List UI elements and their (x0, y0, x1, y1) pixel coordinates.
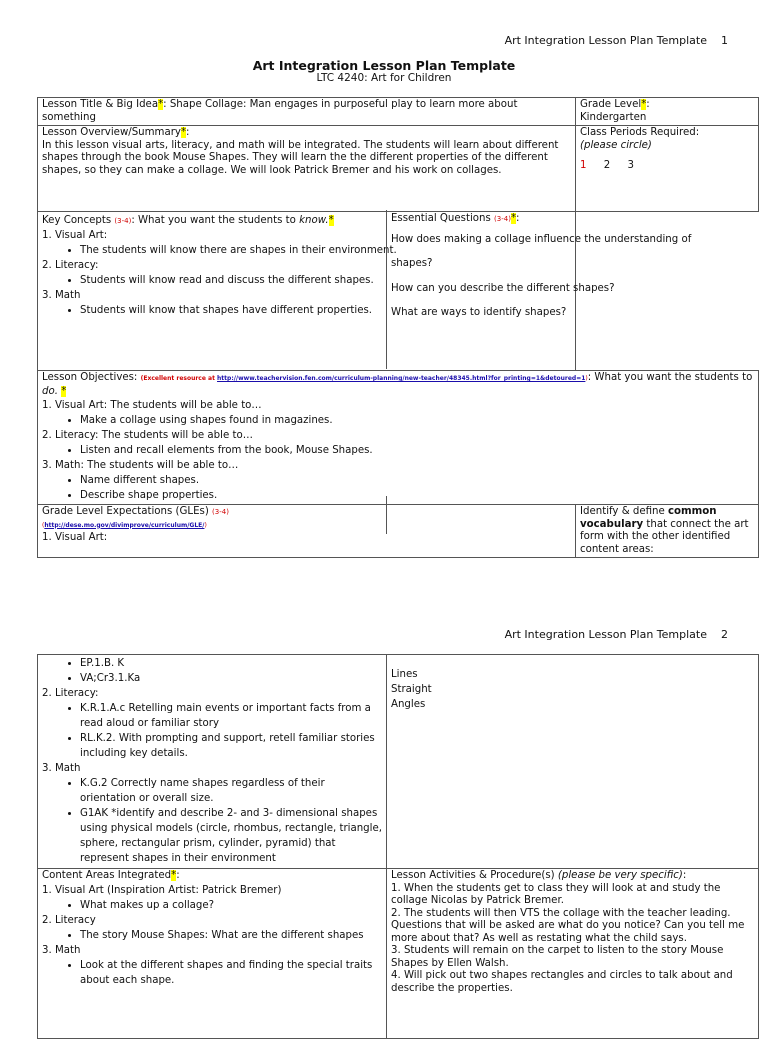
lesson-title-cell (38, 98, 576, 126)
overview-cell: Lesson Overview/Summary*: In this lesson visual arts, literacy, and math will be integrated. The students will learn about different shapes through the book Mouse Shapes. They will learn the the different properties of the different shapes, so they can make a collage. We will look Patrick Bremer and his work on collages. (38, 126, 576, 212)
key-concepts-ref: (3-4) (114, 217, 132, 225)
content-area-item: • Look at the different shapes and finding the special traits about each shape. (80, 958, 382, 988)
period-option-1[interactable]: 1 (580, 160, 587, 171)
essential-questions-label: Essential Questions (391, 213, 491, 224)
objectives-prompt-emphasis: do. (42, 385, 58, 397)
content-area-heading: 3. Math (42, 944, 81, 956)
key-concept-heading: 2. Literacy: (42, 259, 99, 271)
key-concept-item: • Students will know read and discuss the different shapes. (80, 273, 571, 288)
running-head-text: Art Integration Lesson Plan Template (504, 628, 707, 641)
essential-question: How can you describe the different shapes? (391, 282, 615, 294)
objective-item: • Name different shapes. (80, 473, 754, 488)
objective-item: • Listen and recall elements from the book, Mouse Shapes. (80, 443, 754, 458)
grade-level-value: Kindergarten (580, 111, 647, 123)
gle-ref: (3-4) (212, 508, 229, 516)
objective-heading: 3. Math: The students will be able to… (42, 460, 239, 471)
gle-item: • EP.1.B. K (80, 656, 382, 671)
essential-questions-ref: (3-4) (494, 215, 511, 223)
objectives-cell (38, 371, 759, 505)
gle-item: • G1AK *identify and describe 2- and 3- dimensional shapes using physical models (circle, rhombus, rectangle, triangle, sphere, rectangular prism, cylinder, pyramid) that represent shapes in their environment (80, 806, 382, 866)
required-star: * (180, 127, 187, 138)
gle-cell: Grade Level Expectations (GLEs) (3-4) (http://dese.mo.gov/divimprove/curriculum/GLE/) 1. Visual Art: (38, 505, 576, 558)
page-number: 1 (721, 34, 728, 47)
class-periods-hint: (please circle) (580, 139, 652, 151)
gle-item: • RL.K.2. With prompting and support, retell familiar stories including key details. (80, 731, 382, 761)
content-area-heading: 2. Literacy (42, 914, 96, 926)
required-star: * (510, 213, 517, 224)
objectives-resource-prefix: (Excellent resource at (140, 375, 218, 382)
overview-text: In this lesson visual arts, literacy, and math will be integrated. The students will learn about different shapes through the book Mouse Shapes. They will learn the the different properties of the different shapes, so they can make a collage. We will look Patrick Bremer and his work on collages. (42, 139, 559, 176)
content-areas-label: Content Areas Integrated (42, 870, 172, 881)
activity-step: 1. When the students get to class they will look at and study the collage Nicolas by Patrick Bremer. (391, 882, 721, 906)
document-title: Art Integration Lesson Plan Template (252, 58, 516, 73)
gle-math-heading: 3. Math (42, 763, 81, 774)
required-star: * (61, 385, 67, 397)
page-2 (0, 620, 768, 1024)
required-star: * (158, 99, 164, 110)
vocabulary-list-cell (387, 655, 759, 869)
running-head-text: Art Integration Lesson Plan Template (504, 34, 707, 47)
key-concepts-prompt-emphasis: know. (299, 215, 329, 226)
key-concept-item: • The students will know there are shapes in their environment. (80, 243, 571, 258)
vocabulary-cell (576, 505, 759, 558)
activities-hint: (please be very specific) (557, 870, 683, 881)
vocabulary-word: Angles (391, 699, 426, 710)
objective-heading: 1. Visual Art: The students will be able to… (42, 400, 262, 411)
grade-level-label: Grade Level (580, 99, 642, 110)
vocabulary-word: Lines (391, 669, 418, 680)
gle-continued-cell (38, 655, 387, 869)
objective-item: • Make a collage using shapes found in magazines. (80, 413, 754, 428)
required-star: * (171, 870, 177, 881)
lesson-title-label: Lesson Title & Big Idea (42, 99, 159, 110)
gle-visual-art-heading: 1. Visual Art: (42, 532, 108, 543)
gle-item: • VA;Cr3.1.Ka (80, 671, 382, 686)
gle-link[interactable]: http://dese.mo.gov/divimprove/curriculum/GLE/ (44, 521, 205, 529)
class-periods-cell (576, 126, 759, 212)
objectives-label: Lesson Objectives: (42, 372, 138, 383)
content-area-item: • What makes up a collage? (80, 898, 382, 913)
gle-item: • K.G.2 Correctly name shapes regardless of their orientation or overall size. (80, 776, 382, 806)
objective-heading: 2. Literacy: The students will be able to… (42, 430, 253, 441)
running-head (505, 34, 728, 47)
document-subtitle: LTC 4240: Art for Children (316, 72, 452, 84)
vocab-prefix: Identify & define (580, 506, 668, 517)
content-area-heading: 1. Visual Art (Inspiration Artist: Patrick Bremer) (42, 884, 282, 896)
essential-question: What are ways to identify shapes? (391, 307, 567, 318)
class-periods-options (580, 160, 754, 173)
essential-question: How does making a collage influence the understanding of (391, 233, 692, 245)
grade-level-cell: Grade Level*: Kindergarten (576, 98, 759, 126)
essential-question: shapes? (391, 258, 433, 269)
gle-literacy-heading: 2. Literacy: (42, 688, 99, 699)
content-area-item: • The story Mouse Shapes: What are the different shapes (80, 928, 382, 943)
class-periods-label: Class Periods Required: (580, 127, 700, 138)
vocab-bold: common vocabulary (580, 506, 717, 530)
column-divider (386, 496, 387, 534)
period-option-3[interactable]: 3 (627, 160, 634, 171)
objectives-resource-link[interactable]: http://www.teachervision.fen.com/curriculum-planning/new-teacher/48345.html?for_printing=1&detoured=1 (217, 375, 586, 382)
objectives-prompt: : What you want the students to (587, 372, 753, 383)
key-concept-item: • Students will know that shapes have different properties. (80, 303, 571, 318)
key-concepts-label: Key Concepts (42, 215, 112, 226)
gle-item: • K.R.1.A.c Retelling main events or important facts from a read aloud or familiar story (80, 701, 382, 731)
activity-step: 4. Will pick out two shapes rectangles and circles to talk about and describe the properties. (391, 970, 733, 994)
activity-step: 3. Students will remain on the carpet to listen to the story Mouse Shapes by Ellen Walsh. (391, 945, 724, 969)
period-option-2[interactable]: 2 (603, 160, 611, 171)
activities-cell (387, 869, 759, 1039)
lesson-title-value: : Shape Collage: Man engages in purposeful play to learn more about something (42, 99, 518, 123)
key-concepts-prompt: : What you want the students to (131, 215, 300, 226)
objectives-resource-suffix: ) (585, 375, 588, 382)
vocab-suffix: that connect the art form with the other identified content areas: (580, 518, 749, 555)
required-star: * (328, 215, 334, 226)
required-star: * (641, 99, 647, 110)
activities-label: Lesson Activities & Procedure(s) (391, 870, 555, 881)
key-concept-heading: 1. Visual Art: (42, 229, 108, 241)
content-areas-cell: Content Areas Integrated*: 1. Visual Art (Inspiration Artist: Patrick Bremer) • What makes up a collage? 2. Literacy • The story Mouse Shapes: What are the different shapes 3. Math • Look at the different shapes and finding the special traits about each shape. (38, 869, 387, 1039)
objective-item: • Describe shape properties. (80, 488, 754, 503)
overview-label: Lesson Overview/Summary (42, 127, 181, 138)
activity-step: 2. The students will then VTS the collage with the teacher leading. Questions that will be asked are what do you notice? Can you tell me more about that? As well as restating what the child says. (391, 907, 745, 944)
vocabulary-word: Straight (391, 684, 432, 695)
activities-colon: : (682, 870, 687, 881)
page-number: 2 (721, 628, 728, 641)
key-concept-heading: 3. Math (42, 289, 81, 301)
running-head (505, 628, 728, 641)
gle-label: Grade Level Expectations (GLEs) (42, 506, 209, 517)
lesson-plan-table-2 (37, 654, 759, 1039)
essential-questions-cell: Essential Questions (3-4)*: How does making a collage influence the understanding of shapes? How can you describe the different shapes? What are ways to identify shapes? (386, 210, 758, 369)
